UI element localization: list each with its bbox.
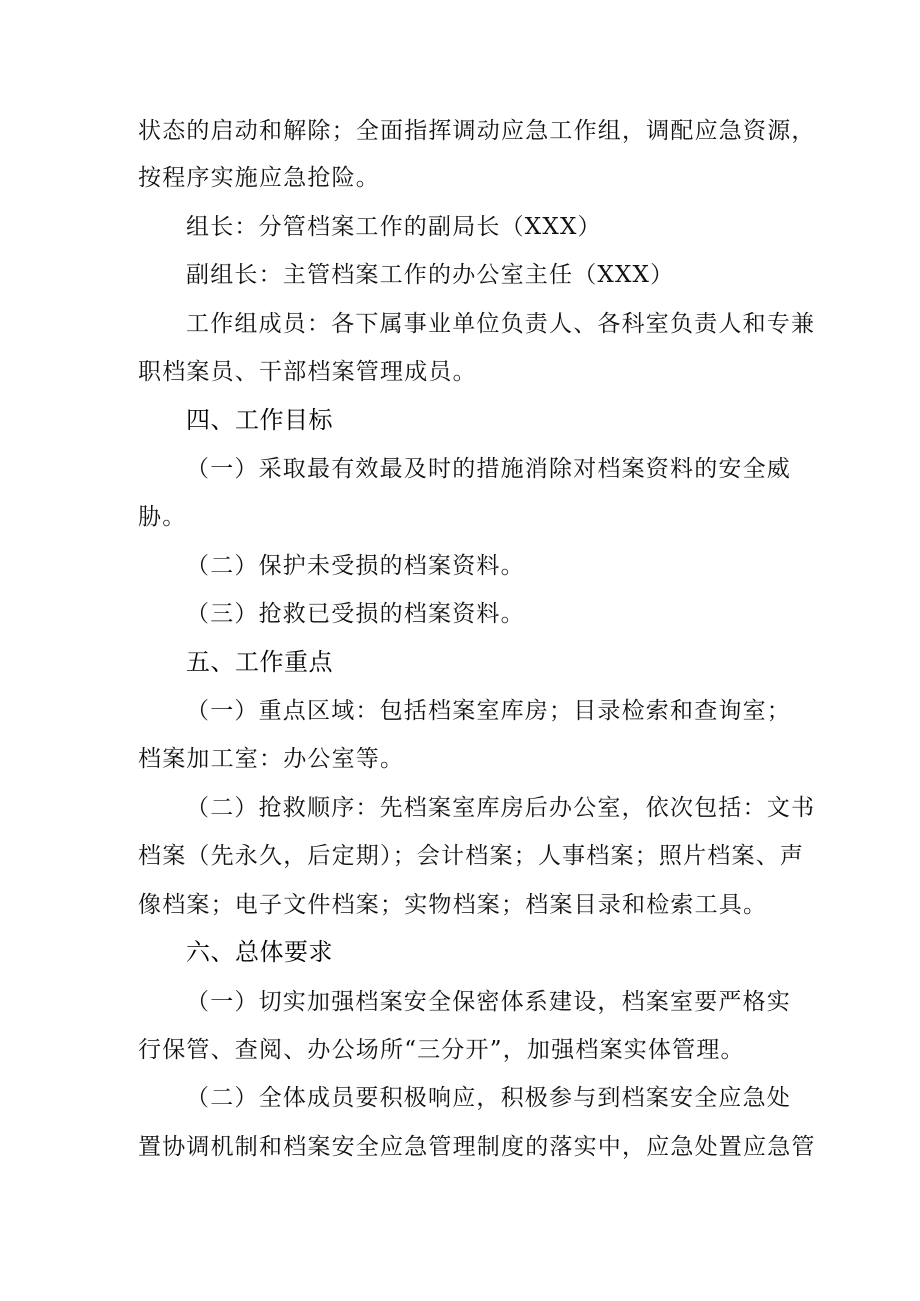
paragraph-line: 状态的启动和解除；全面指挥调动应急工作组，调配应急资源， — [138, 118, 816, 144]
paragraph-line: 组长：分管档案工作的副局长（XXX） — [186, 214, 602, 240]
paragraph-line: 档案（先永久，后定期）；会计档案；人事档案；照片档案、声 — [138, 843, 805, 869]
paragraph-line: 行保管、查阅、办公场所“三分开”，加强档案实体管理。 — [138, 1037, 745, 1063]
section-heading: 六、总体要求 — [186, 938, 333, 966]
paragraph-line: （二）保护未受损的档案资料。 — [186, 553, 525, 579]
paragraph-line: （一）切实加强档案安全保密体系建设，档案室要严格实 — [186, 989, 791, 1015]
paragraph-line: 置协调机制和档案安全应急管理制度的落实中，应急处置应急管 — [138, 1134, 816, 1160]
paragraph-line: （三）抢救已受损的档案资料。 — [186, 601, 525, 627]
paragraph-line: 工作组成员：各下属事业单位负责人、各科室负责人和专兼 — [186, 311, 816, 337]
paragraph-line: 职档案员、干部档案管理成员。 — [138, 359, 477, 385]
paragraph-line: 像档案；电子文件档案；实物档案；档案目录和检索工具。 — [138, 892, 768, 918]
paragraph-line: （二）全体成员要积极响应，积极参与到档案安全应急处 — [186, 1085, 791, 1111]
paragraph-line: 副组长：主管档案工作的办公室主任（XXX） — [186, 262, 675, 288]
section-heading: 四、工作目标 — [186, 406, 333, 434]
paragraph-line: 档案加工室：办公室等。 — [138, 746, 405, 772]
paragraph-line: 按程序实施应急抢险。 — [138, 165, 380, 191]
paragraph-line: （一）采取最有效最及时的措施消除对档案资料的安全威 — [186, 456, 791, 482]
paragraph-line: （二）抢救顺序：先档案室库房后办公室，依次包括：文书 — [186, 795, 816, 821]
paragraph-line: （一）重点区域：包括档案室库房；目录检索和查询室； — [186, 698, 791, 724]
section-heading: 五、工作重点 — [186, 648, 333, 676]
paragraph-line: 胁。 — [138, 504, 187, 530]
